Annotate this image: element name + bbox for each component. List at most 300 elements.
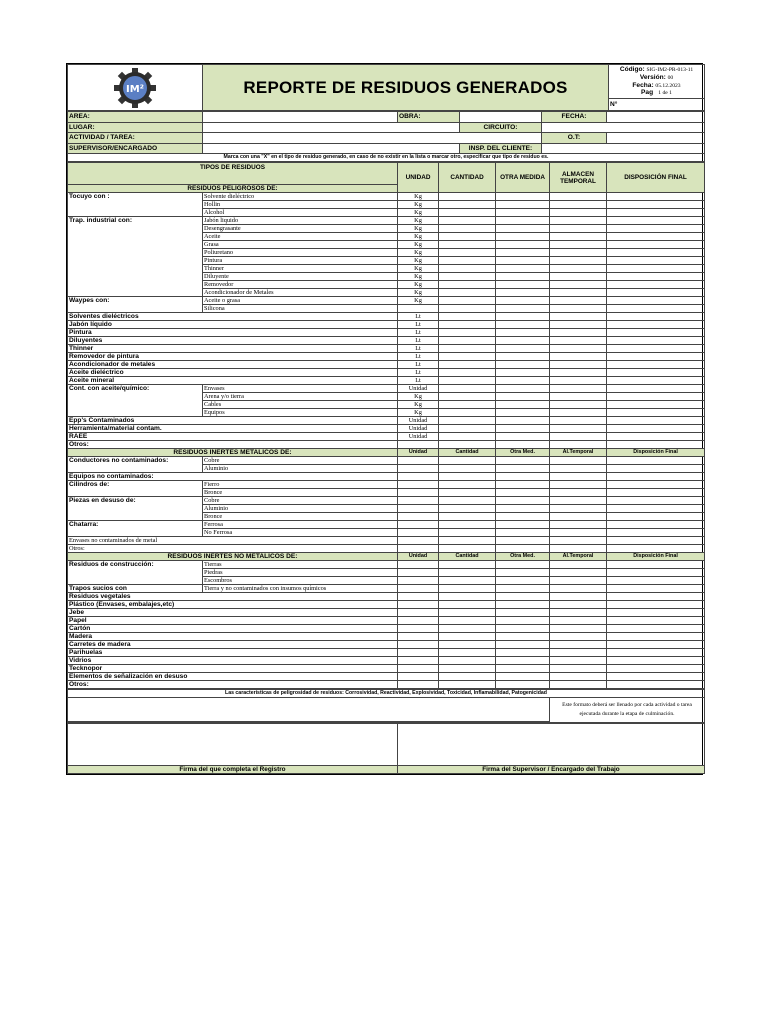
disposal-cell[interactable]: [607, 473, 705, 481]
storage-cell[interactable]: [550, 369, 607, 377]
table-row: [68, 377, 705, 385]
disposal-cell[interactable]: [607, 289, 705, 297]
disposal-cell[interactable]: [607, 633, 705, 641]
quantity-cell[interactable]: [439, 265, 496, 273]
other-measure-cell[interactable]: [496, 305, 550, 313]
quantity-cell[interactable]: [439, 649, 496, 657]
disposal-cell[interactable]: [607, 297, 705, 305]
other-measure-cell[interactable]: [496, 681, 550, 689]
storage-cell[interactable]: [550, 201, 607, 209]
other-measure-cell[interactable]: [496, 593, 550, 601]
other-measure-cell[interactable]: [496, 577, 550, 585]
quantity-cell[interactable]: [439, 625, 496, 633]
storage-cell[interactable]: [550, 633, 607, 641]
storage-cell[interactable]: [550, 193, 607, 201]
quantity-cell[interactable]: [439, 537, 496, 545]
unit-cell[interactable]: [398, 625, 439, 633]
other-measure-cell[interactable]: [496, 425, 550, 433]
row-sublabel: Jabón liquido: [203, 217, 398, 225]
quantity-cell[interactable]: [439, 577, 496, 585]
quantity-cell[interactable]: [439, 257, 496, 265]
unit-cell[interactable]: [398, 481, 439, 489]
storage-cell[interactable]: [550, 673, 607, 681]
unit-cell[interactable]: [398, 609, 439, 617]
storage-cell[interactable]: [550, 593, 607, 601]
disposal-cell[interactable]: [607, 513, 705, 521]
circuito-field[interactable]: [542, 122, 705, 133]
row-label: Otros:: [68, 681, 398, 689]
disposal-cell[interactable]: [607, 481, 705, 489]
disposal-cell[interactable]: [607, 521, 705, 529]
other-measure-cell[interactable]: [496, 657, 550, 665]
unit-cell[interactable]: [398, 489, 439, 497]
storage-cell[interactable]: [550, 417, 607, 425]
quantity-cell[interactable]: [439, 521, 496, 529]
quantity-cell[interactable]: [439, 393, 496, 401]
storage-cell[interactable]: [550, 241, 607, 249]
quantity-cell[interactable]: [439, 297, 496, 305]
other-measure-cell[interactable]: [496, 377, 550, 385]
unit-cell[interactable]: [398, 473, 439, 481]
disposal-cell[interactable]: [607, 585, 705, 593]
disposal-cell[interactable]: [607, 249, 705, 257]
storage-cell[interactable]: [550, 321, 607, 329]
disposal-cell[interactable]: [607, 505, 705, 513]
other-measure-cell[interactable]: [496, 417, 550, 425]
storage-cell[interactable]: [550, 481, 607, 489]
quantity-cell[interactable]: [439, 241, 496, 249]
unit-cell[interactable]: [398, 457, 439, 465]
quantity-cell[interactable]: [439, 289, 496, 297]
other-measure-cell[interactable]: [496, 393, 550, 401]
disposal-cell[interactable]: [607, 305, 705, 313]
quantity-cell[interactable]: [439, 417, 496, 425]
disposal-cell[interactable]: [607, 345, 705, 353]
unit-cell[interactable]: [398, 593, 439, 601]
other-measure-cell[interactable]: [496, 233, 550, 241]
storage-cell[interactable]: [550, 233, 607, 241]
storage-cell[interactable]: [550, 521, 607, 529]
other-measure-cell[interactable]: [496, 625, 550, 633]
other-measure-cell[interactable]: [496, 409, 550, 417]
unit-cell[interactable]: [398, 681, 439, 689]
other-measure-cell[interactable]: [496, 633, 550, 641]
disposal-cell[interactable]: [607, 649, 705, 657]
storage-cell[interactable]: [550, 441, 607, 449]
disposal-cell[interactable]: [607, 201, 705, 209]
other-measure-cell[interactable]: [496, 465, 550, 473]
storage-cell[interactable]: [550, 529, 607, 537]
other-measure-cell[interactable]: [496, 345, 550, 353]
disposal-cell[interactable]: [607, 241, 705, 249]
disposal-cell[interactable]: [607, 329, 705, 337]
actividad-field[interactable]: [203, 133, 542, 144]
unit-cell[interactable]: [398, 569, 439, 577]
storage-cell[interactable]: [550, 273, 607, 281]
quantity-cell[interactable]: [439, 529, 496, 537]
quantity-cell[interactable]: [439, 513, 496, 521]
table-row: [68, 473, 705, 481]
storage-cell[interactable]: [550, 225, 607, 233]
other-measure-cell[interactable]: [496, 529, 550, 537]
unit-cell[interactable]: [398, 673, 439, 681]
storage-cell[interactable]: [550, 649, 607, 657]
disposal-cell[interactable]: [607, 537, 705, 545]
quantity-cell[interactable]: [439, 641, 496, 649]
quantity-cell[interactable]: [439, 409, 496, 417]
quantity-cell[interactable]: [439, 545, 496, 553]
quantity-cell[interactable]: [439, 361, 496, 369]
circuito-label: CIRCUITO:: [460, 122, 542, 133]
storage-cell[interactable]: [550, 425, 607, 433]
quantity-cell[interactable]: [439, 425, 496, 433]
unit-cell[interactable]: [398, 657, 439, 665]
disposal-cell[interactable]: [607, 569, 705, 577]
other-measure-cell[interactable]: [496, 289, 550, 297]
disposal-cell[interactable]: [607, 409, 705, 417]
quantity-cell[interactable]: [439, 673, 496, 681]
other-measure-cell[interactable]: [496, 649, 550, 657]
storage-cell[interactable]: [550, 257, 607, 265]
quantity-cell[interactable]: [439, 569, 496, 577]
storage-cell[interactable]: [550, 681, 607, 689]
disposal-cell[interactable]: [607, 545, 705, 553]
other-measure-cell[interactable]: [496, 281, 550, 289]
quantity-cell[interactable]: [439, 313, 496, 321]
area-field[interactable]: [203, 112, 398, 123]
disposal-cell[interactable]: [607, 673, 705, 681]
disposal-cell[interactable]: [607, 337, 705, 345]
storage-cell[interactable]: [550, 585, 607, 593]
other-measure-cell[interactable]: [496, 665, 550, 673]
quantity-cell[interactable]: [439, 353, 496, 361]
storage-cell[interactable]: [550, 401, 607, 409]
storage-cell[interactable]: [550, 337, 607, 345]
storage-cell[interactable]: [550, 433, 607, 441]
unit-cell[interactable]: [398, 545, 439, 553]
table-row: [68, 401, 705, 409]
quantity-cell[interactable]: [439, 505, 496, 513]
ot-field[interactable]: [607, 133, 705, 144]
storage-cell[interactable]: [550, 297, 607, 305]
quantity-cell[interactable]: [439, 401, 496, 409]
other-measure-cell[interactable]: [496, 249, 550, 257]
row-label: [68, 489, 203, 497]
quantity-cell[interactable]: [439, 321, 496, 329]
unit-cell[interactable]: [398, 529, 439, 537]
quantity-cell[interactable]: [439, 201, 496, 209]
disposal-cell[interactable]: [607, 489, 705, 497]
other-measure-cell[interactable]: [496, 601, 550, 609]
storage-cell[interactable]: [550, 577, 607, 585]
disposal-cell[interactable]: [607, 441, 705, 449]
other-measure-cell[interactable]: [496, 313, 550, 321]
unit-cell[interactable]: [398, 561, 439, 569]
disposal-cell[interactable]: [607, 657, 705, 665]
table-row: [68, 585, 705, 593]
disposal-cell[interactable]: [607, 465, 705, 473]
unit-cell[interactable]: [398, 465, 439, 473]
storage-cell[interactable]: [550, 329, 607, 337]
storage-cell[interactable]: [550, 249, 607, 257]
quantity-cell[interactable]: [439, 273, 496, 281]
other-measure-cell[interactable]: [496, 473, 550, 481]
disposal-cell[interactable]: [607, 377, 705, 385]
disposal-cell[interactable]: [607, 401, 705, 409]
other-measure-cell[interactable]: [496, 609, 550, 617]
storage-cell[interactable]: [550, 377, 607, 385]
storage-cell[interactable]: [550, 281, 607, 289]
disposal-cell[interactable]: [607, 641, 705, 649]
quantity-cell[interactable]: [439, 465, 496, 473]
other-measure-cell[interactable]: [496, 257, 550, 265]
storage-cell[interactable]: [550, 545, 607, 553]
storage-cell[interactable]: [550, 489, 607, 497]
unit-cell: Lt: [398, 313, 439, 321]
other-measure-cell[interactable]: [496, 297, 550, 305]
quantity-cell[interactable]: [439, 369, 496, 377]
disposal-cell[interactable]: [607, 577, 705, 585]
disposal-cell[interactable]: [607, 217, 705, 225]
disposal-cell[interactable]: [607, 593, 705, 601]
other-measure-cell[interactable]: [496, 433, 550, 441]
disposal-cell[interactable]: [607, 225, 705, 233]
other-measure-cell[interactable]: [496, 225, 550, 233]
unit-cell[interactable]: [398, 497, 439, 505]
other-measure-cell[interactable]: [496, 569, 550, 577]
other-measure-cell[interactable]: [496, 441, 550, 449]
other-measure-cell[interactable]: [496, 537, 550, 545]
other-measure-cell[interactable]: [496, 353, 550, 361]
quantity-cell[interactable]: [439, 473, 496, 481]
row-label: [68, 465, 203, 473]
other-measure-cell[interactable]: [496, 489, 550, 497]
other-measure-cell[interactable]: [496, 361, 550, 369]
quantity-cell[interactable]: [439, 481, 496, 489]
unit-cell: Lt: [398, 345, 439, 353]
other-measure-cell[interactable]: [496, 241, 550, 249]
unit-cell[interactable]: [398, 617, 439, 625]
quantity-cell[interactable]: [439, 457, 496, 465]
other-measure-cell[interactable]: [496, 401, 550, 409]
other-measure-cell[interactable]: [496, 201, 550, 209]
quantity-cell[interactable]: [439, 345, 496, 353]
fecha-field[interactable]: [607, 112, 705, 123]
quantity-cell[interactable]: [439, 633, 496, 641]
disposal-cell[interactable]: [607, 353, 705, 361]
storage-cell[interactable]: [550, 457, 607, 465]
disposal-cell[interactable]: [607, 609, 705, 617]
disposal-cell[interactable]: [607, 681, 705, 689]
storage-cell[interactable]: [550, 505, 607, 513]
storage-cell[interactable]: [550, 617, 607, 625]
quantity-cell[interactable]: [439, 209, 496, 217]
storage-cell[interactable]: [550, 473, 607, 481]
quantity-cell[interactable]: [439, 337, 496, 345]
table-row: [68, 561, 705, 569]
storage-cell[interactable]: [550, 409, 607, 417]
disposal-cell[interactable]: [607, 193, 705, 201]
disposal-cell[interactable]: [607, 425, 705, 433]
quantity-cell[interactable]: [439, 193, 496, 201]
storage-cell[interactable]: [550, 217, 607, 225]
storage-cell[interactable]: [550, 601, 607, 609]
supervisor-field[interactable]: [203, 143, 460, 154]
quantity-cell[interactable]: [439, 617, 496, 625]
disposal-cell[interactable]: [607, 529, 705, 537]
unit-cell[interactable]: [398, 601, 439, 609]
storage-cell[interactable]: [550, 513, 607, 521]
disposal-cell[interactable]: [607, 361, 705, 369]
other-measure-cell[interactable]: [496, 273, 550, 281]
other-measure-cell[interactable]: [496, 561, 550, 569]
unit-cell[interactable]: [398, 505, 439, 513]
other-measure-cell[interactable]: [496, 513, 550, 521]
unit-cell[interactable]: [398, 537, 439, 545]
disposal-cell[interactable]: [607, 393, 705, 401]
other-measure-cell[interactable]: [496, 457, 550, 465]
quantity-cell[interactable]: [439, 217, 496, 225]
disposal-cell[interactable]: [607, 417, 705, 425]
quantity-cell[interactable]: [439, 681, 496, 689]
storage-cell[interactable]: [550, 353, 607, 361]
insp-field[interactable]: [542, 143, 705, 154]
quantity-cell[interactable]: [439, 497, 496, 505]
other-measure-cell[interactable]: [496, 545, 550, 553]
disposal-cell[interactable]: [607, 273, 705, 281]
number-field[interactable]: N°: [609, 98, 705, 110]
quantity-cell[interactable]: [439, 593, 496, 601]
other-measure-cell[interactable]: [496, 673, 550, 681]
quantity-cell[interactable]: [439, 225, 496, 233]
disposal-cell[interactable]: [607, 385, 705, 393]
quantity-cell[interactable]: [439, 329, 496, 337]
storage-cell[interactable]: [550, 209, 607, 217]
quantity-cell[interactable]: [439, 601, 496, 609]
lugar-field[interactable]: [203, 122, 460, 133]
disposal-cell[interactable]: [607, 601, 705, 609]
other-measure-cell[interactable]: [496, 369, 550, 377]
other-measure-cell[interactable]: [496, 497, 550, 505]
quantity-cell[interactable]: [439, 305, 496, 313]
disposal-cell[interactable]: [607, 313, 705, 321]
disposal-cell[interactable]: [607, 457, 705, 465]
storage-cell[interactable]: [550, 385, 607, 393]
storage-cell[interactable]: [550, 537, 607, 545]
other-measure-cell[interactable]: [496, 329, 550, 337]
storage-cell[interactable]: [550, 625, 607, 633]
other-measure-cell[interactable]: [496, 505, 550, 513]
quantity-cell[interactable]: [439, 377, 496, 385]
quantity-cell[interactable]: [439, 441, 496, 449]
disposal-cell[interactable]: [607, 497, 705, 505]
remarks-field[interactable]: [68, 698, 550, 722]
storage-cell[interactable]: [550, 289, 607, 297]
disposal-cell[interactable]: [607, 265, 705, 273]
storage-cell[interactable]: [550, 569, 607, 577]
unit-cell: Kg: [398, 257, 439, 265]
storage-cell[interactable]: [550, 313, 607, 321]
storage-cell[interactable]: [550, 345, 607, 353]
quantity-cell[interactable]: [439, 585, 496, 593]
other-measure-cell[interactable]: [496, 617, 550, 625]
storage-cell[interactable]: [550, 657, 607, 665]
quantity-cell[interactable]: [439, 609, 496, 617]
storage-cell[interactable]: [550, 497, 607, 505]
other-measure-cell[interactable]: [496, 217, 550, 225]
storage-cell[interactable]: [550, 665, 607, 673]
disposal-cell[interactable]: [607, 209, 705, 217]
storage-cell[interactable]: [550, 465, 607, 473]
disposal-cell[interactable]: [607, 281, 705, 289]
storage-cell[interactable]: [550, 305, 607, 313]
other-measure-cell[interactable]: [496, 385, 550, 393]
quantity-cell[interactable]: [439, 233, 496, 241]
subcol-unidad: Unidad: [398, 553, 439, 561]
obra-field[interactable]: [460, 112, 542, 123]
storage-cell[interactable]: [550, 265, 607, 273]
storage-cell[interactable]: [550, 361, 607, 369]
signature-registrant-box[interactable]: [68, 724, 398, 766]
waste-table: [67, 162, 705, 689]
quantity-cell[interactable]: [439, 657, 496, 665]
table-row: [68, 409, 705, 417]
quantity-cell[interactable]: [439, 385, 496, 393]
other-measure-cell[interactable]: [496, 321, 550, 329]
other-measure-cell[interactable]: [496, 193, 550, 201]
quantity-cell[interactable]: [439, 249, 496, 257]
disposal-cell[interactable]: [607, 617, 705, 625]
row-label: Chatarra:: [68, 521, 203, 529]
unit-cell[interactable]: [398, 665, 439, 673]
storage-cell[interactable]: [550, 561, 607, 569]
disposal-cell[interactable]: [607, 561, 705, 569]
unit-cell[interactable]: [398, 641, 439, 649]
storage-cell[interactable]: [550, 609, 607, 617]
disposal-cell[interactable]: [607, 233, 705, 241]
unit-cell[interactable]: [398, 585, 439, 593]
other-measure-cell[interactable]: [496, 641, 550, 649]
disposal-cell[interactable]: [607, 433, 705, 441]
other-measure-cell[interactable]: [496, 521, 550, 529]
other-measure-cell[interactable]: [496, 585, 550, 593]
disposal-cell[interactable]: [607, 625, 705, 633]
other-measure-cell[interactable]: [496, 209, 550, 217]
signature-supervisor-box[interactable]: [398, 724, 705, 766]
storage-cell[interactable]: [550, 393, 607, 401]
unit-cell[interactable]: [398, 577, 439, 585]
unit-cell[interactable]: [398, 513, 439, 521]
disposal-cell[interactable]: [607, 665, 705, 673]
quantity-cell[interactable]: [439, 561, 496, 569]
quantity-cell[interactable]: [439, 489, 496, 497]
other-measure-cell[interactable]: [496, 481, 550, 489]
unit-cell[interactable]: [398, 649, 439, 657]
row-label: [68, 265, 203, 273]
table-row: [68, 257, 705, 265]
disposal-cell[interactable]: [607, 257, 705, 265]
disposal-cell[interactable]: [607, 321, 705, 329]
disposal-cell[interactable]: [607, 369, 705, 377]
quantity-cell[interactable]: [439, 433, 496, 441]
unit-cell[interactable]: [398, 521, 439, 529]
unit-cell[interactable]: [398, 633, 439, 641]
other-measure-cell[interactable]: [496, 265, 550, 273]
storage-cell[interactable]: [550, 641, 607, 649]
quantity-cell[interactable]: [439, 665, 496, 673]
quantity-cell[interactable]: [439, 281, 496, 289]
other-measure-cell[interactable]: [496, 337, 550, 345]
